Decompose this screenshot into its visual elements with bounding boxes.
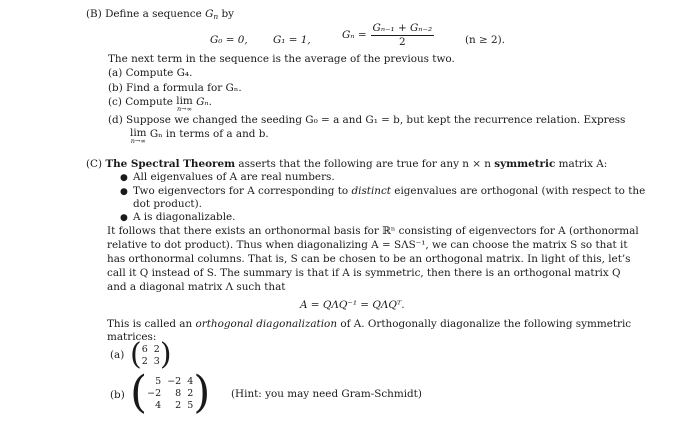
matrix-entry: 3 — [153, 355, 160, 367]
question-b-d-line2: lim n→∞ Gₙ in terms of a and b. — [130, 127, 269, 145]
matrix-entry: 4 — [187, 375, 194, 387]
matrix-b — [130, 367, 211, 418]
bullet-1-text: All eigenvalues of A are real numbers. — [133, 171, 335, 183]
def-g1: G₁ = 1, — [273, 34, 311, 46]
matrix-a — [130, 337, 172, 372]
matrix-entry: 5 — [155, 375, 162, 387]
question-c-a-label: (a) — [110, 349, 125, 361]
paragraph-line-4: call it Q instead of S. The summary is that if A is symmetric, then there is an orthogonal matrix Q — [107, 267, 621, 279]
question-b-d-line1: (d) Suppose we changed the seeding G₀ = a and G₁ = b, but kept the recurrence relation. Express — [108, 114, 626, 126]
bullet-1-icon: ● — [120, 173, 128, 183]
matrix-entry: 8 — [175, 387, 182, 399]
matrix-entry: 4 — [155, 399, 162, 411]
question-b-c: (c) Compute lim n→∞ Gₙ. — [108, 95, 212, 113]
right-paren-icon: ) — [159, 337, 172, 372]
bullet-2-text: Two eigenvectors for A corresponding to distinct eigenvalues are orthogonal (with respect to the — [133, 185, 646, 197]
matrix-entry: 2 — [187, 387, 194, 399]
bullet-3-icon: ● — [120, 213, 128, 223]
left-paren-icon: ( — [130, 337, 142, 372]
matrix-entry: 5 — [187, 399, 194, 411]
question-b-b: (b) Find a formula for Gₙ. — [108, 82, 242, 94]
part-b-heading: (B) Define a sequence $G_n$ by — [86, 8, 235, 21]
limit-operator: lim n→∞ — [176, 95, 193, 113]
def-condition: (n ≥ 2). — [465, 34, 506, 46]
matrix-entry: −2 — [147, 387, 162, 399]
matrix-entry: −2 — [167, 375, 182, 387]
question-c-b-label: (b) — [110, 389, 125, 401]
matrix-entry: 6 — [141, 343, 148, 355]
recurrence-fraction: $\frac{\text{Gₙ₋₁ + Gₙ₋₂}}{2}$ — [372, 22, 433, 48]
question-b-a: (a) Compute G₄. — [108, 67, 193, 79]
def-gn: Gₙ = $\frac{\text{Gₙ₋₁ + Gₙ₋₂}}{2}$ — [342, 22, 433, 48]
paragraph-line-2: relative to dot product). Thus when diagonalizing A = SΛS⁻¹, we can choose the matrix S so that it — [107, 239, 628, 251]
matrix-entry: 2 — [141, 355, 148, 367]
part-c-heading: (C) The Spectral Theorem asserts that the following are true for any n × n symmetric matrix A: — [86, 158, 608, 170]
hint-text: (Hint: you may need Gram-Schmidt) — [231, 388, 422, 400]
bullet-3-text: A is diagonalizable. — [133, 211, 236, 223]
matrix-entry: 2 — [153, 343, 160, 355]
limit-operator-d: lim n→∞ — [130, 127, 147, 145]
paragraph-line-1: It follows that there exists an orthonormal basis for ℝⁿ consisting of eigenvectors for A (orthonormal — [107, 225, 639, 237]
paragraph-line-6: This is called an orthogonal diagonalization of A. Orthogonally diagonalize the following symmetric — [107, 318, 632, 330]
part-b-note: The next term in the sequence is the average of the previous two. — [108, 53, 455, 65]
def-g0: G₀ = 0, — [210, 34, 248, 46]
matrix-entry: 2 — [175, 399, 182, 411]
paragraph-line-3: has orthonormal columns. That is, S can be chosen to be an orthogonal matrix. In light of this, let’s — [107, 253, 631, 265]
matrix-b-grid — [147, 376, 193, 411]
bullet-2-icon: ● — [120, 187, 128, 197]
paragraph-line-7: matrices: — [107, 331, 157, 343]
matrix-a-grid — [142, 344, 160, 367]
bullet-2-text-cont: dot product). — [133, 198, 202, 210]
paragraph-line-5: and a diagonal matrix Λ such that — [107, 281, 286, 293]
right-paren-icon: ) — [193, 367, 211, 418]
spectral-equation: A = QΛQ⁻¹ = QΛQᵀ. — [300, 299, 405, 311]
left-paren-icon: ( — [130, 367, 148, 418]
